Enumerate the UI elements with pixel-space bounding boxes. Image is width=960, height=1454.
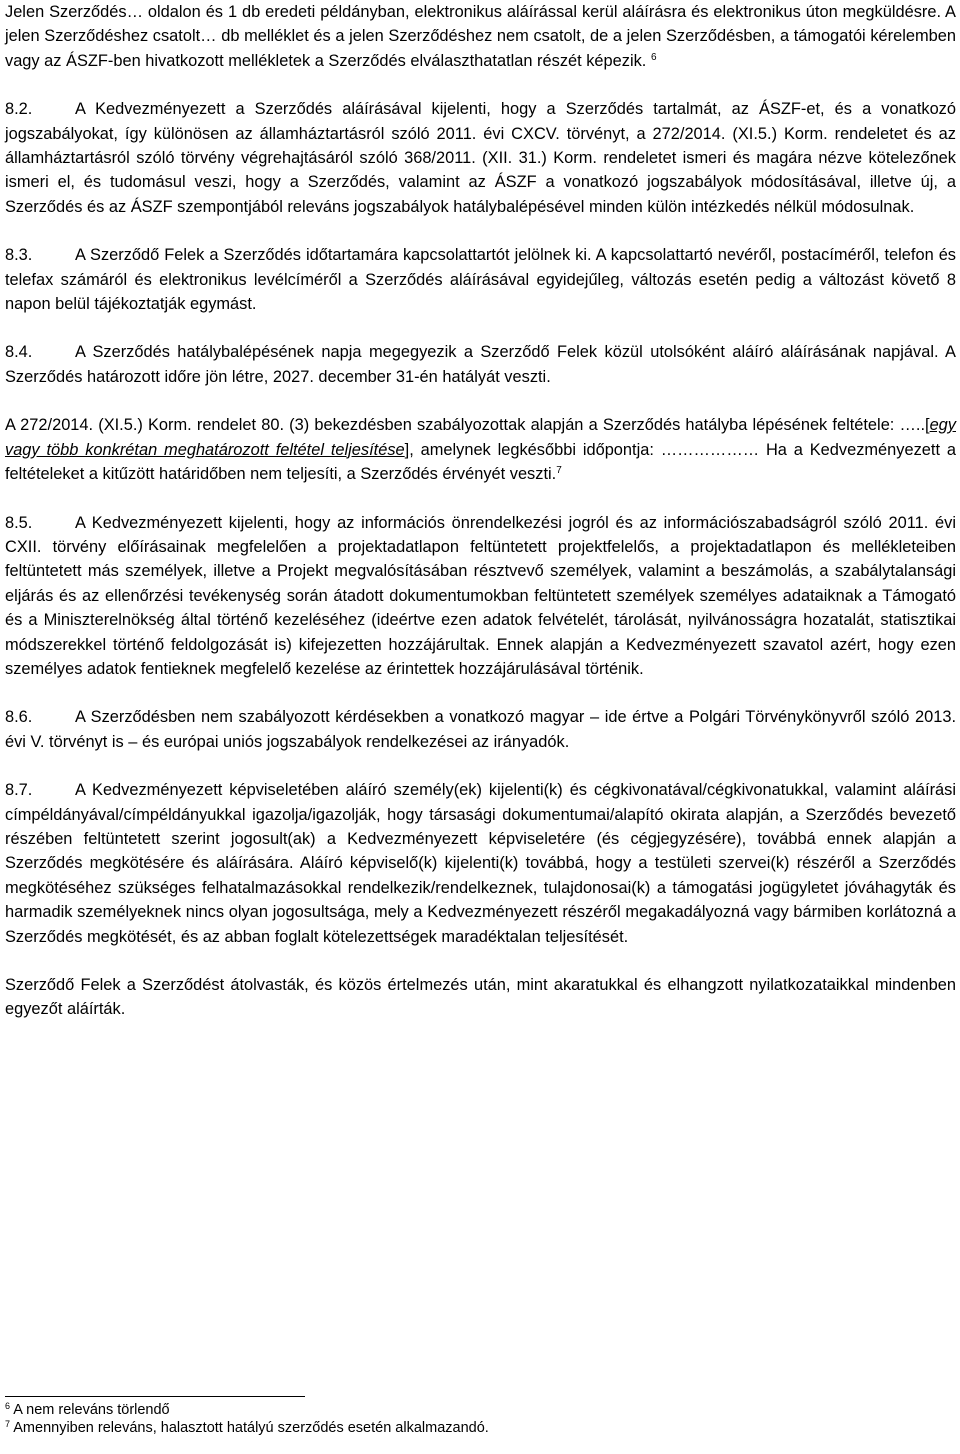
condition-text-1: A 272/2014. (XI.5.) Korm. rendelet 80. (3) bekezdésben szabályozottak alapján a Szerződés hatályba lépésének feltétele: …..[: [5, 416, 930, 435]
footnote-text: A nem releváns törlendő: [13, 1402, 170, 1418]
footnote-divider: [5, 1396, 305, 1397]
condition-text-3: Ha a Kedvezményezett a feltételeket a kitűzött határidőben nem teljesíti, a Szerződés érvényét veszti.: [5, 440, 956, 484]
closing-paragraph: [5, 973, 956, 1022]
footnote-ref-6: 6: [650, 51, 657, 63]
section-number: 8.3.: [5, 246, 33, 265]
section-8-6: [5, 705, 956, 754]
section-text: A Kedvezményezett kijelenti, hogy az információs önrendelkezési jogról és az információszabadságról szóló 2011. évi CXII. törvény előírásainak megfelelően a projektadatlapon feltüntetett projektfelelős, a projektadatlapon és mellékleteiben feltüntetett más személyek, illetve a Projekt megvalósításában résztvevő személyek, valamint a beszámolás, a szabálytalansági eljárás és az ellenőrzési tevékenység során átadott dokumentumokban feltüntetett személyek személyes adataiknak a Támogató és a Miniszterelnökség által történő kezeléséhez (ideértve ezen adatok felvételét, tárolását, nyilvánosságra hozatalát, statisztikai módszerekkel történő feldolgozását is) kifejezetten hozzájárultak. Ennek alapján a Kedvezményezett szavatol azért, hogy ezen személyes adatok fentieknek megfelelő kezelése az érintettek hozzájárulásával történik.: [5, 513, 956, 678]
section-number: 8.5.: [5, 513, 33, 532]
footnote: [5, 1401, 956, 1419]
closing-text: Szerződő Felek a Szerződést átolvasták, és közös értelmezés után, mint akaratukkal és elhangzott nyilatkozataikkal mindenben egyezőt aláírták.: [5, 976, 956, 1019]
section-text: A Szerződésben nem szabályozott kérdésekben a vonatkozó magyar – ide értve a Polgári Törvénykönyvről szóló 2013. évi V. törvényt is – és európai uniós jogszabályok rendelkezései az irányadók.: [5, 708, 956, 751]
condition-paragraph: [5, 413, 956, 486]
footnote-number: 6: [5, 1401, 11, 1411]
section-number: 8.4.: [5, 343, 33, 362]
footnote: [5, 1419, 956, 1437]
section-number: 8.7.: [5, 781, 33, 800]
condition-placeholder: egy vagy több konkrétan meghatározott feltétel teljesítése: [5, 416, 956, 459]
footnote-text: Amennyiben releváns, halasztott hatályú szerződés esetén alkalmazandó.: [13, 1420, 489, 1436]
section-8-5: [5, 511, 956, 682]
section-8-4: [5, 340, 956, 389]
section-text: A Szerződő Felek a Szerződés időtartamára kapcsolattartót jelölnek ki. A kapcsolattartó nevéről, postacíméről, telefon és telefax számáról és elektronikus levélcíméről a Szerződés aláírásával egyidejűleg, változás esetén pedig a változást követő 8 napon belül tájékoztatják egymást.: [5, 246, 956, 314]
section-text: A Kedvezményezett képviseletében aláíró személy(ek) kijelenti(k) és cégkivonatával/cégkivonatukkal, valamint aláírási címpéldányával/címpéldányukkal igazolja/igazolják, hogy társasági dokumentumai/alapító okirata alapján, a Szerződés bevezető részében feltüntetett szerint jogosult(ak) a Kedvezményezett képviseletére (és cégjegyzésére), továbbá ennek alapján a Szerződés megkötésére és aláírására. Aláíró képviselő(k) kijelenti(k) továbbá, hogy a testületi szervei(k) részéről a Szerződés megkötéséhez szükséges felhatalmazásokkal rendelkezik/rendelkeznek, tulajdonosai(k) a támogatási jogügyletet jóváhagyták és harmadik személyeknek nincs olyan jogosultsága, mely a Kedvezményezett részéről megakadályozná vagy bármiben korlátozná a Szerződés megkötését, és az abban foglalt kötelezettségek maradéktalan teljesítését.: [5, 781, 956, 946]
section-text: A Kedvezményezett a Szerződés aláírásával kijelenti, hogy a Szerződés tartalmát, az ÁSZF-et, és a vonatkozó jogszabályokat, így különösen az államháztartásról szóló 2011. évi CXCV. törvényt, a 272/2014. (XI.5.) Korm. rendeletet és az államháztartásról szóló törvény végrehajtásáról szóló 368/2011. (XII. 31.) Korm. rendeletet ismeri és magára nézve kötelezőnek ismeri el, és tudomásul veszi, hogy a Szerződés, valamint az ÁSZF a vonatkozó jogszabályok módosításával, illetve új, a Szerződés és az ÁSZF szempontjából releváns jogszabályok hatálybalépésével minden külön intézkedés nélkül módosulnak.: [5, 100, 956, 216]
footnotes: [5, 1396, 956, 1437]
section-8-3: [5, 243, 956, 316]
section-text: A Szerződés hatálybalépésének napja megegyezik a Szerződő Felek közül utolsóként aláíró aláírásának napjával. A Szerződés határozott időre jön létre, 2027. december 31-én hatályát veszti.: [5, 343, 956, 386]
section-8-2: [5, 97, 956, 219]
intro-text: Jelen Szerződés… oldalon és 1 db eredeti példányban, elektronikus aláírással kerül aláírásra és elektronikus úton megküldésre. A jelen Szerződéshez csatolt… db melléklet és a jelen Szerződéshez nem csatolt, de a jelen Szerződésben, a támogatói kérelemben vagy az ÁSZF-ben hivatkozott mellékletek a Szerződés elválaszthatatlan részét képezik.: [5, 3, 956, 70]
section-number: 8.6.: [5, 708, 33, 727]
footnote-number: 7: [5, 1419, 11, 1429]
intro-paragraph: [5, 0, 956, 73]
document-body: [5, 0, 956, 1022]
section-8-7: [5, 778, 956, 949]
condition-text-2: ], amelynek legkésőbbi időpontja: ………………: [404, 440, 760, 459]
section-number: 8.2.: [5, 100, 33, 119]
footnote-ref-7: 7: [556, 465, 562, 477]
